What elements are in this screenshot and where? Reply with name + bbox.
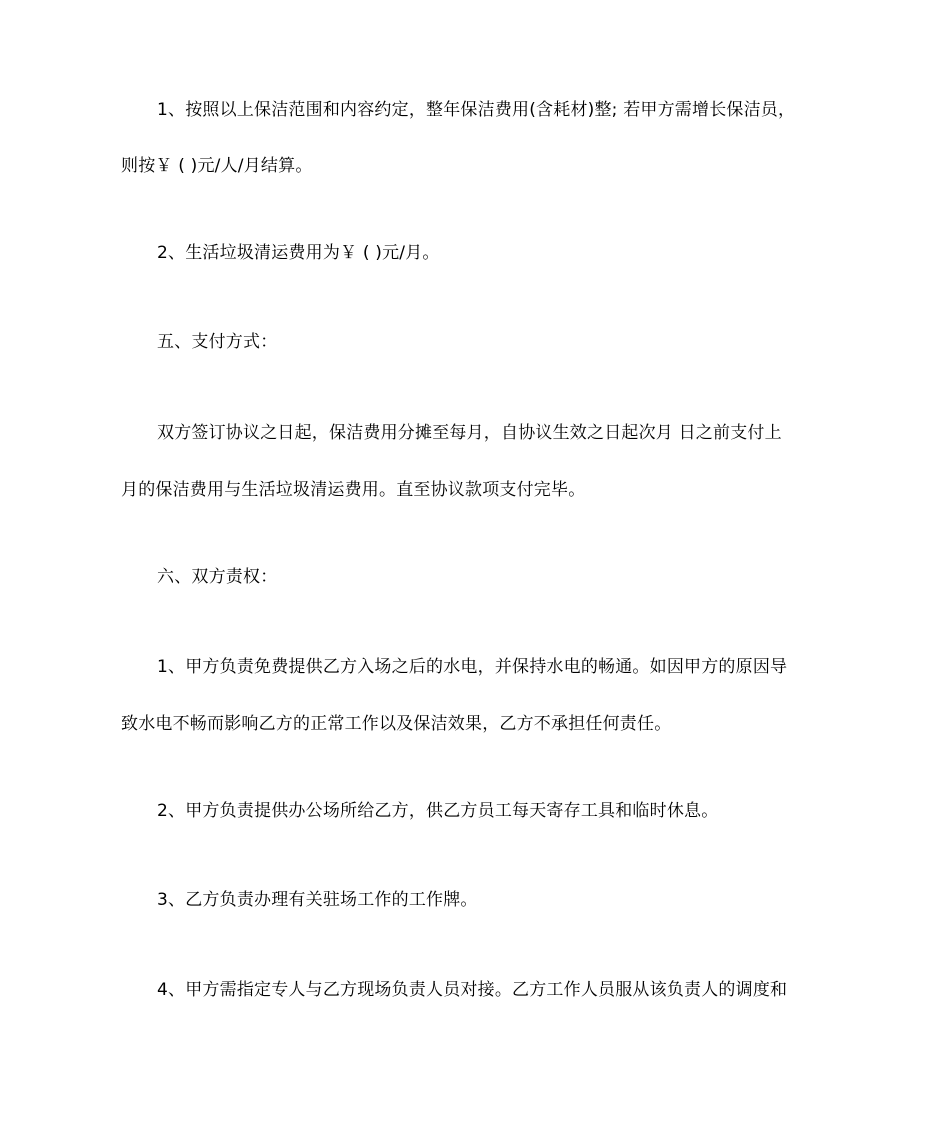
responsibility-4-line-1: 4、甲方需指定专人与乙方现场负责人员对接。乙方工作人员服从该负责人的调度和	[157, 980, 788, 1000]
fee-clause-1-line-2: 则按￥ ( )元/人/月结算。	[121, 156, 313, 176]
responsibility-1-line-2: 致水电不畅而影响乙方的正常工作以及保洁效果，乙方不承担任何责任。	[121, 714, 672, 734]
responsibility-1-line-1: 1、甲方负责免费提供乙方入场之后的水电，并保持水电的畅通。如因甲方的原因导	[157, 657, 788, 677]
fee-clause-2: 2、生活垃圾清运费用为￥ ( )元/月。	[157, 243, 440, 263]
payment-paragraph-line-2: 月的保洁费用与生活垃圾清运费用。直至协议款项支付完毕。	[121, 480, 586, 500]
responsibility-2: 2、甲方负责提供办公场所给乙方，供乙方员工每天寄存工具和临时休息。	[157, 801, 719, 821]
payment-paragraph-line-1: 双方签订协议之日起，保洁费用分摊至每月，自协议生效之日起次月 日之前支付上	[157, 423, 782, 443]
fee-clause-1-line-1: 1、按照以上保洁范围和内容约定，整年保洁费用(含耗材)整; 若甲方需增长保洁员，	[157, 100, 796, 120]
section-heading-responsibilities: 六、双方责权：	[157, 567, 278, 587]
section-heading-payment: 五、支付方式：	[157, 332, 278, 352]
responsibility-3: 3、乙方负责办理有关驻场工作的工作牌。	[157, 890, 478, 910]
